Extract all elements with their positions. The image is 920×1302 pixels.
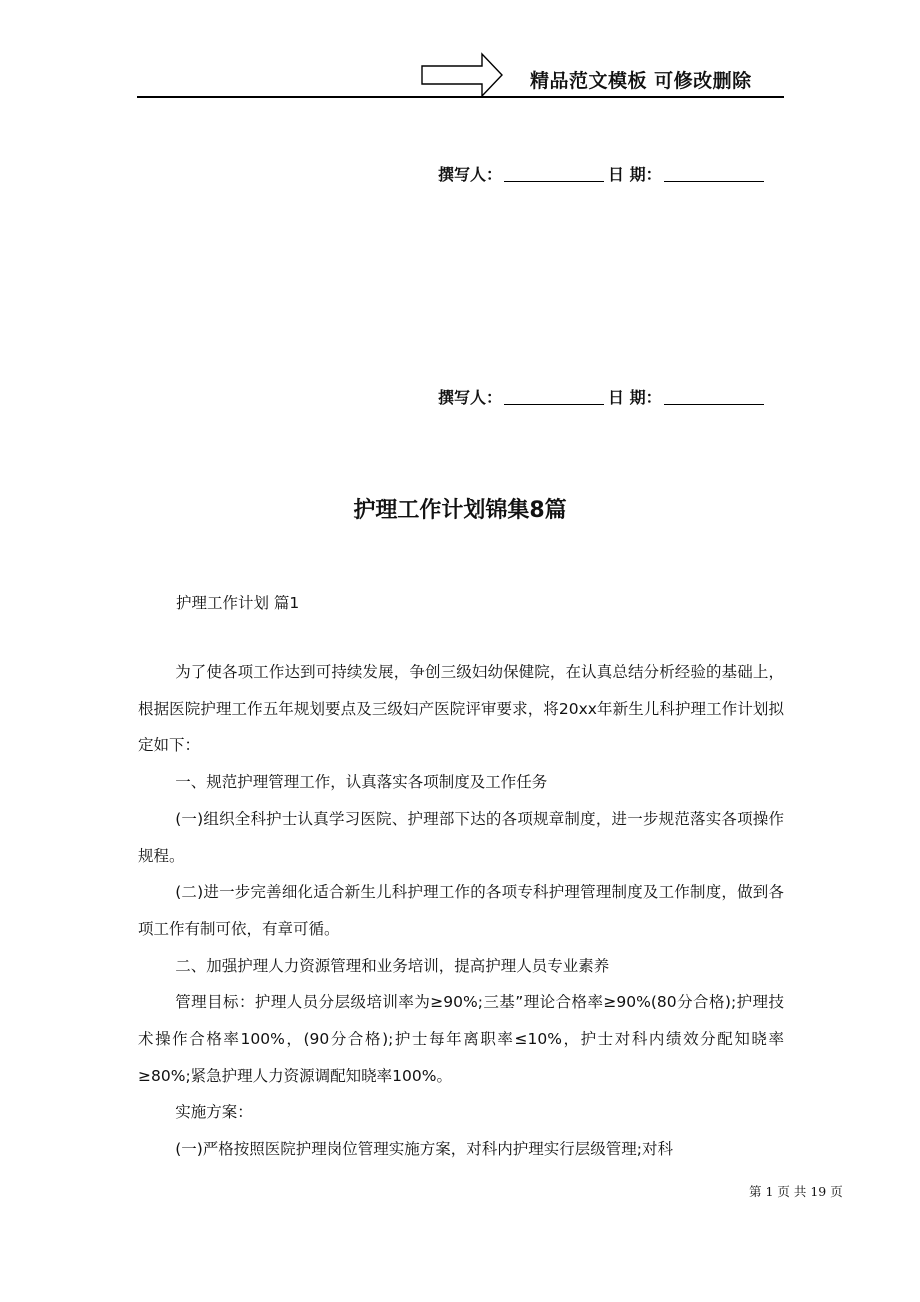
paragraph: 一、规范护理管理工作，认真落实各项制度及工作任务 xyxy=(175,773,548,792)
author-blank xyxy=(504,388,604,405)
document-body xyxy=(138,654,784,1168)
paragraph: 为了使各项工作达到可持续发展，争创三级妇幼保健院，在认真总结分析经验的基础上，根据医院护理工作五年规划要点及三级妇产医院评审要求，将20xx年新生儿科护理工作计划拟定如下： xyxy=(138,663,784,755)
date-blank xyxy=(664,165,764,182)
date-blank xyxy=(664,388,764,405)
paragraph: 二、加强护理人力资源管理和业务培训，提高护理人员专业素养 xyxy=(175,956,610,975)
paragraph: (二)进一步完善细化适合新生儿科护理工作的各项专科护理管理制度及工作制度，做到各项工作有制可依，有章可循。 xyxy=(138,883,784,938)
page-number: 第 1 页 共 19 页 xyxy=(749,1184,843,1199)
paragraph: 管理目标：护理人员分层级培训率为≥90%;三基”理论合格率≥90%(80分合格);护理技术操作合格率100%，(90分合格);护士每年离职率≤10%，护士对科内绩效分配知晓率≥80%;紧急护理人力资源调配知晓率100%。 xyxy=(138,993,784,1085)
header-divider xyxy=(137,96,784,98)
header-title: 精品范文模板 可修改删除 xyxy=(530,70,752,92)
document-title: 护理工作计划锦集8篇 xyxy=(353,498,567,523)
paragraph: (一)严格按照医院护理岗位管理实施方案，对科内护理实行层级管理;对科 xyxy=(175,1140,674,1159)
author-blank xyxy=(504,165,604,182)
right-arrow-outline-icon xyxy=(420,52,504,98)
date-label: 日 期： xyxy=(608,388,662,407)
paragraph: (一)组织全科护士认真学习医院、护理部下达的各项规章制度，进一步规范落实各项操作规程。 xyxy=(138,809,784,865)
author-label: 撰写人： xyxy=(438,165,503,184)
signature-line-2 xyxy=(438,385,768,408)
section-label: 护理工作计划 篇1 xyxy=(176,594,300,612)
author-label: 撰写人： xyxy=(438,388,503,407)
paragraph: 实施方案： xyxy=(175,1103,253,1122)
signature-line-1 xyxy=(438,162,768,185)
date-label: 日 期： xyxy=(608,165,662,184)
